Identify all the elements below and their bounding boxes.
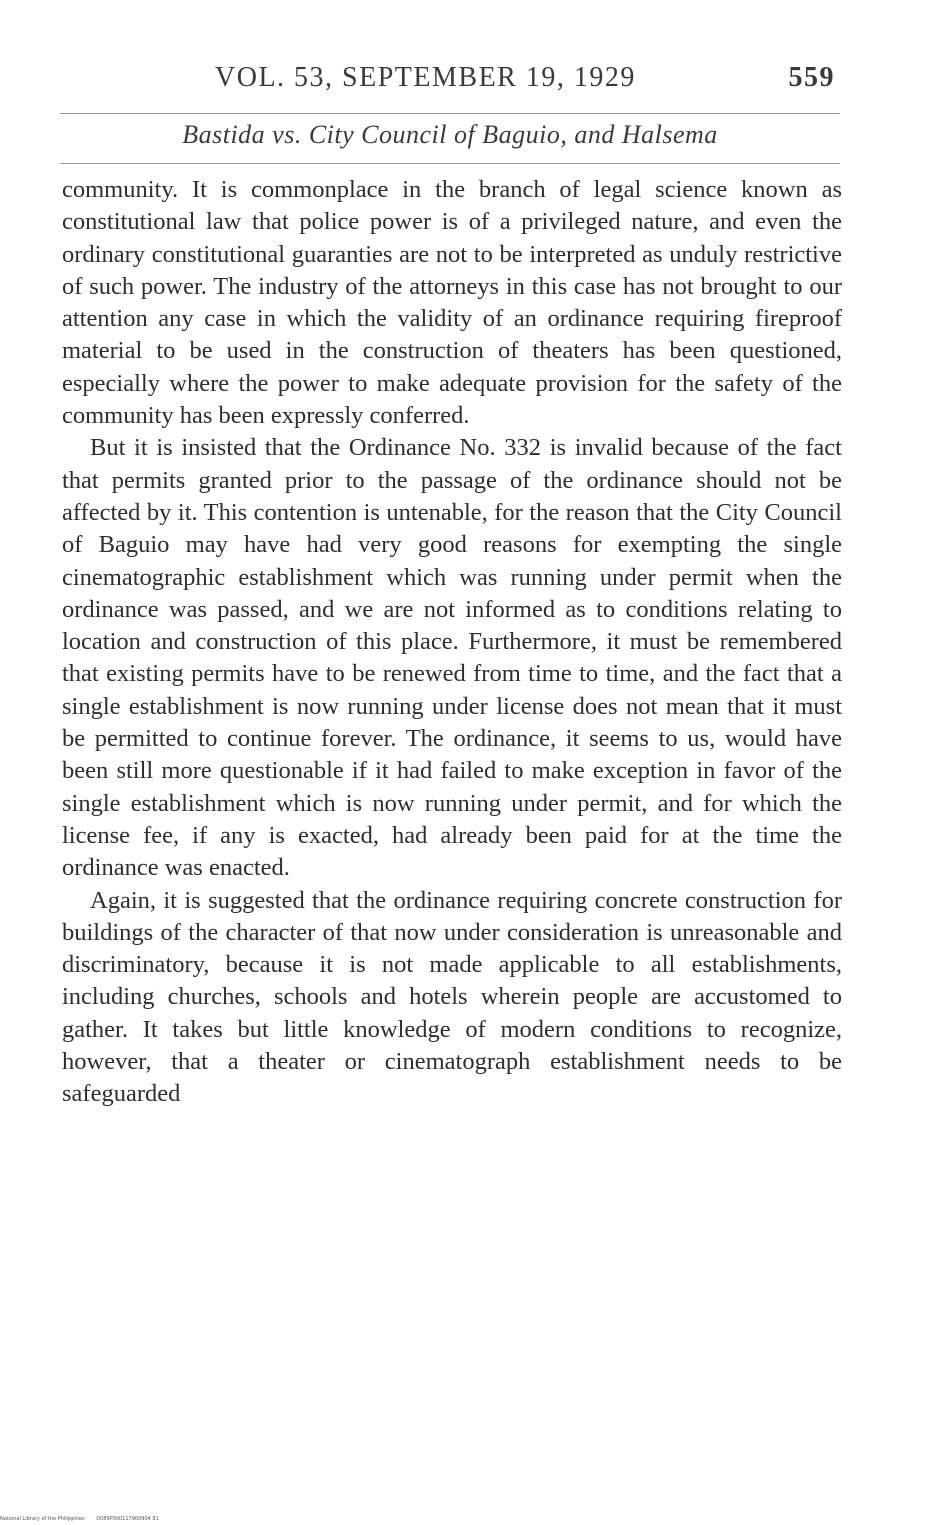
header-rule-top xyxy=(60,113,840,114)
paragraph: Again, it is suggested that the ordinance requiring concrete construction for buildings of the character of that now under consideration is unreasonable and discriminatory, because it is not made applicable to all establishments, including churches, schools and hotels wherein people are accustomed to gather. It takes but little knowledge of modern conditions to recognize, however, that a theater or cinematograph establishment needs to be safeguarded xyxy=(62,886,842,1108)
volume-date: VOL. 53, SEPTEMBER 19, 1929 xyxy=(215,62,636,93)
body-text xyxy=(62,174,842,1111)
page-number: 559 xyxy=(788,62,835,93)
paragraph: community. It is commonplace in the branch of legal science known as constitutional law that police power is of a privileged nature, and even the ordinary constitutional guaranties are not to be interpreted as unduly restrictive of such power. The industry of the attorneys in this case has not brought to our attention any case in which the validity of an ordinance requiring fireproof material to be used in the construction of theaters has been questioned, especially where the power to make adequate provision for the safety of the community has been expressly conferred. xyxy=(62,176,842,430)
footer-scan-mark xyxy=(0,1516,169,1522)
header-rule-bottom xyxy=(60,163,840,164)
running-head xyxy=(215,62,835,102)
footer-library: National Library of the Philippines xyxy=(0,1516,85,1522)
footer-code: D089P000117900904 81 xyxy=(96,1516,159,1522)
case-title: Bastida vs. City Council of Baguio, and Halsema xyxy=(182,120,718,149)
paragraph: But it is insisted that the Ordinance No. 332 is invalid because of the fact that permits granted prior to the passage of the ordinance should not be affected by it. This contention is untenable, for the reason that the City Council of Baguio may have had very good reasons for exempting the single cinematographic establishment which was running under permit when the ordinance was passed, and we are not informed as to conditions relating to location and construction of this place. Furthermore, it must be remembered that existing permits have to be renewed from time to time, and the fact that a single establishment is now running under license does not mean that it must be permitted to continue forever. The ordinance, it seems to us, would have been still more questionable if it had failed to make exception in favor of the single establishment which is now running under permit, and for which the license fee, if any is exacted, had already been paid for at the time the ordinance was enacted. xyxy=(62,434,842,882)
